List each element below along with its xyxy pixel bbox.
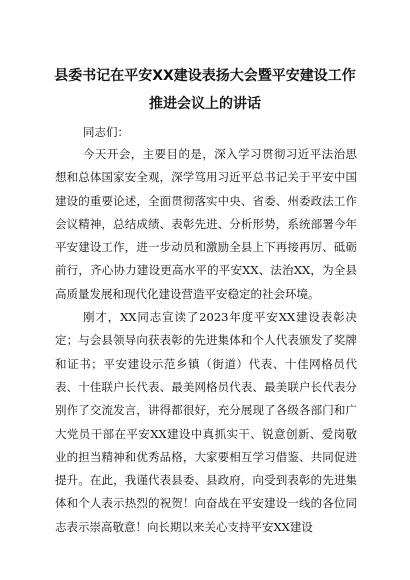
document-title: 县委书记在平安XX建设表扬大会暨平安建设工作推进会议上的讲话 [54, 68, 356, 112]
document-body [55, 122, 357, 539]
paragraph-1: 今天开会，主要目的是，深入学习贯彻习近平法治思想和总体国家安全观，深学笃用习近平总书记关于平安中国建设的重要论述，全面贯彻落实中央、省委、州委政法工作会议精神，总结成绩、表彰先进、分析形势，系统部署今年平安建设工作，进一步动员和激励全县上下再接再厉、砥砺前行，齐心协力建设更高水平的平安XX、法治XX，为全县高质量发展和现代化建设营造平安稳定的社会环境。 [55, 147, 357, 301]
paragraph-2: 刚才，XX同志宣读了2023年度平安XX建设表彰决定；与会县领导向获表彰的先进集体和个人代表颁发了奖牌和证书；平安建设示范乡镇（街道）代表、十佳网格员代表、十佳联户长代表、最美网格员代表、最美联户长代表分别作了交流发言，讲得都很好，充分展现了各级各部门和广大党员干部在平安XX建设中真抓实干、锐意创新、爱岗敬业的担当精神和优秀品格，大家要相互学习借鉴、共同促进提升。在此，我谨代表县委、县政府，向受到表彰的先进集体和个人表示热烈的祝贺！向奋战在平安建设一线的各位同志表示崇高敬意！向长期以来关心支持平安XX建设 [55, 310, 357, 534]
salutation: 同志们： [83, 125, 129, 139]
